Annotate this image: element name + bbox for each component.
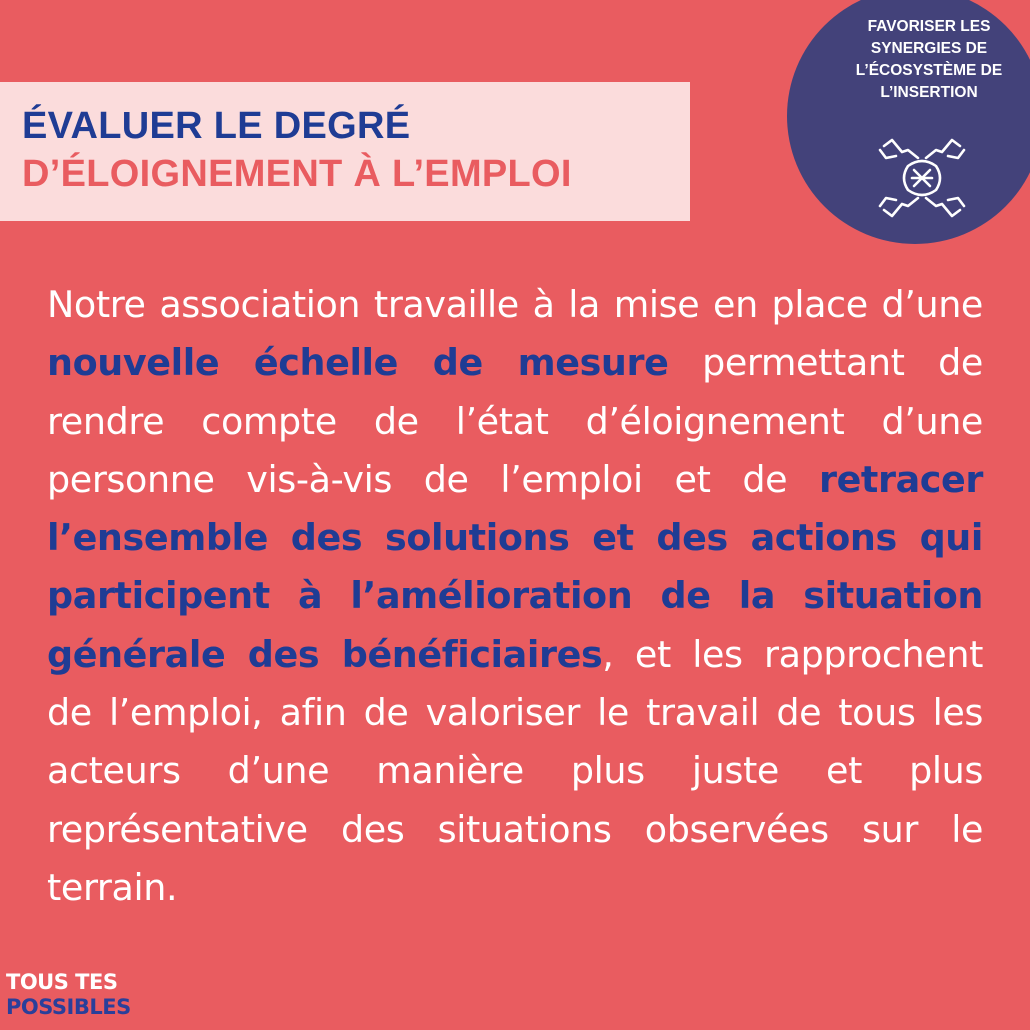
badge-line: L’INSERTION bbox=[880, 84, 978, 101]
logo-line1: TOUS TES bbox=[6, 970, 118, 994]
joined-hands-icon bbox=[878, 136, 966, 220]
logo-line2: POSSIBLES bbox=[6, 995, 131, 1019]
badge-line: L’ÉCOSYSTÈME DE bbox=[855, 62, 1003, 79]
page-title-line1: ÉVALUER LE DEGRÉ bbox=[22, 105, 411, 147]
body-highlight: nouvelle échelle de mesure bbox=[47, 341, 669, 385]
badge-line: SYNERGIES DE bbox=[870, 40, 988, 57]
page-title-line2: D’ÉLOIGNEMENT À L’EMPLOI bbox=[22, 153, 572, 195]
brand-logo bbox=[6, 970, 176, 1026]
body-highlight: retracer l’ensemble des solutions et des actions qui participent à l’amélioration de la situation générale des bénéficiaires bbox=[47, 457, 983, 676]
title-banner bbox=[0, 82, 690, 221]
body-text-segment: Notre association travaille à la mise en place d’une bbox=[47, 283, 983, 326]
body-text-segment: permettant de rendre compte de l’état d’éloignement d’une personne vis-à-vis de l’emploi et de bbox=[47, 341, 983, 501]
body-text-segment: , et les rapprochent de l’emploi, afin de valoriser le travail de tous les acteurs d’une manière plus juste et plus représentative des situations observées sur le terrain. bbox=[47, 632, 983, 909]
body-paragraph bbox=[47, 276, 983, 917]
badge-line: FAVORISER LES bbox=[867, 18, 991, 35]
theme-badge-label bbox=[825, 16, 1030, 104]
